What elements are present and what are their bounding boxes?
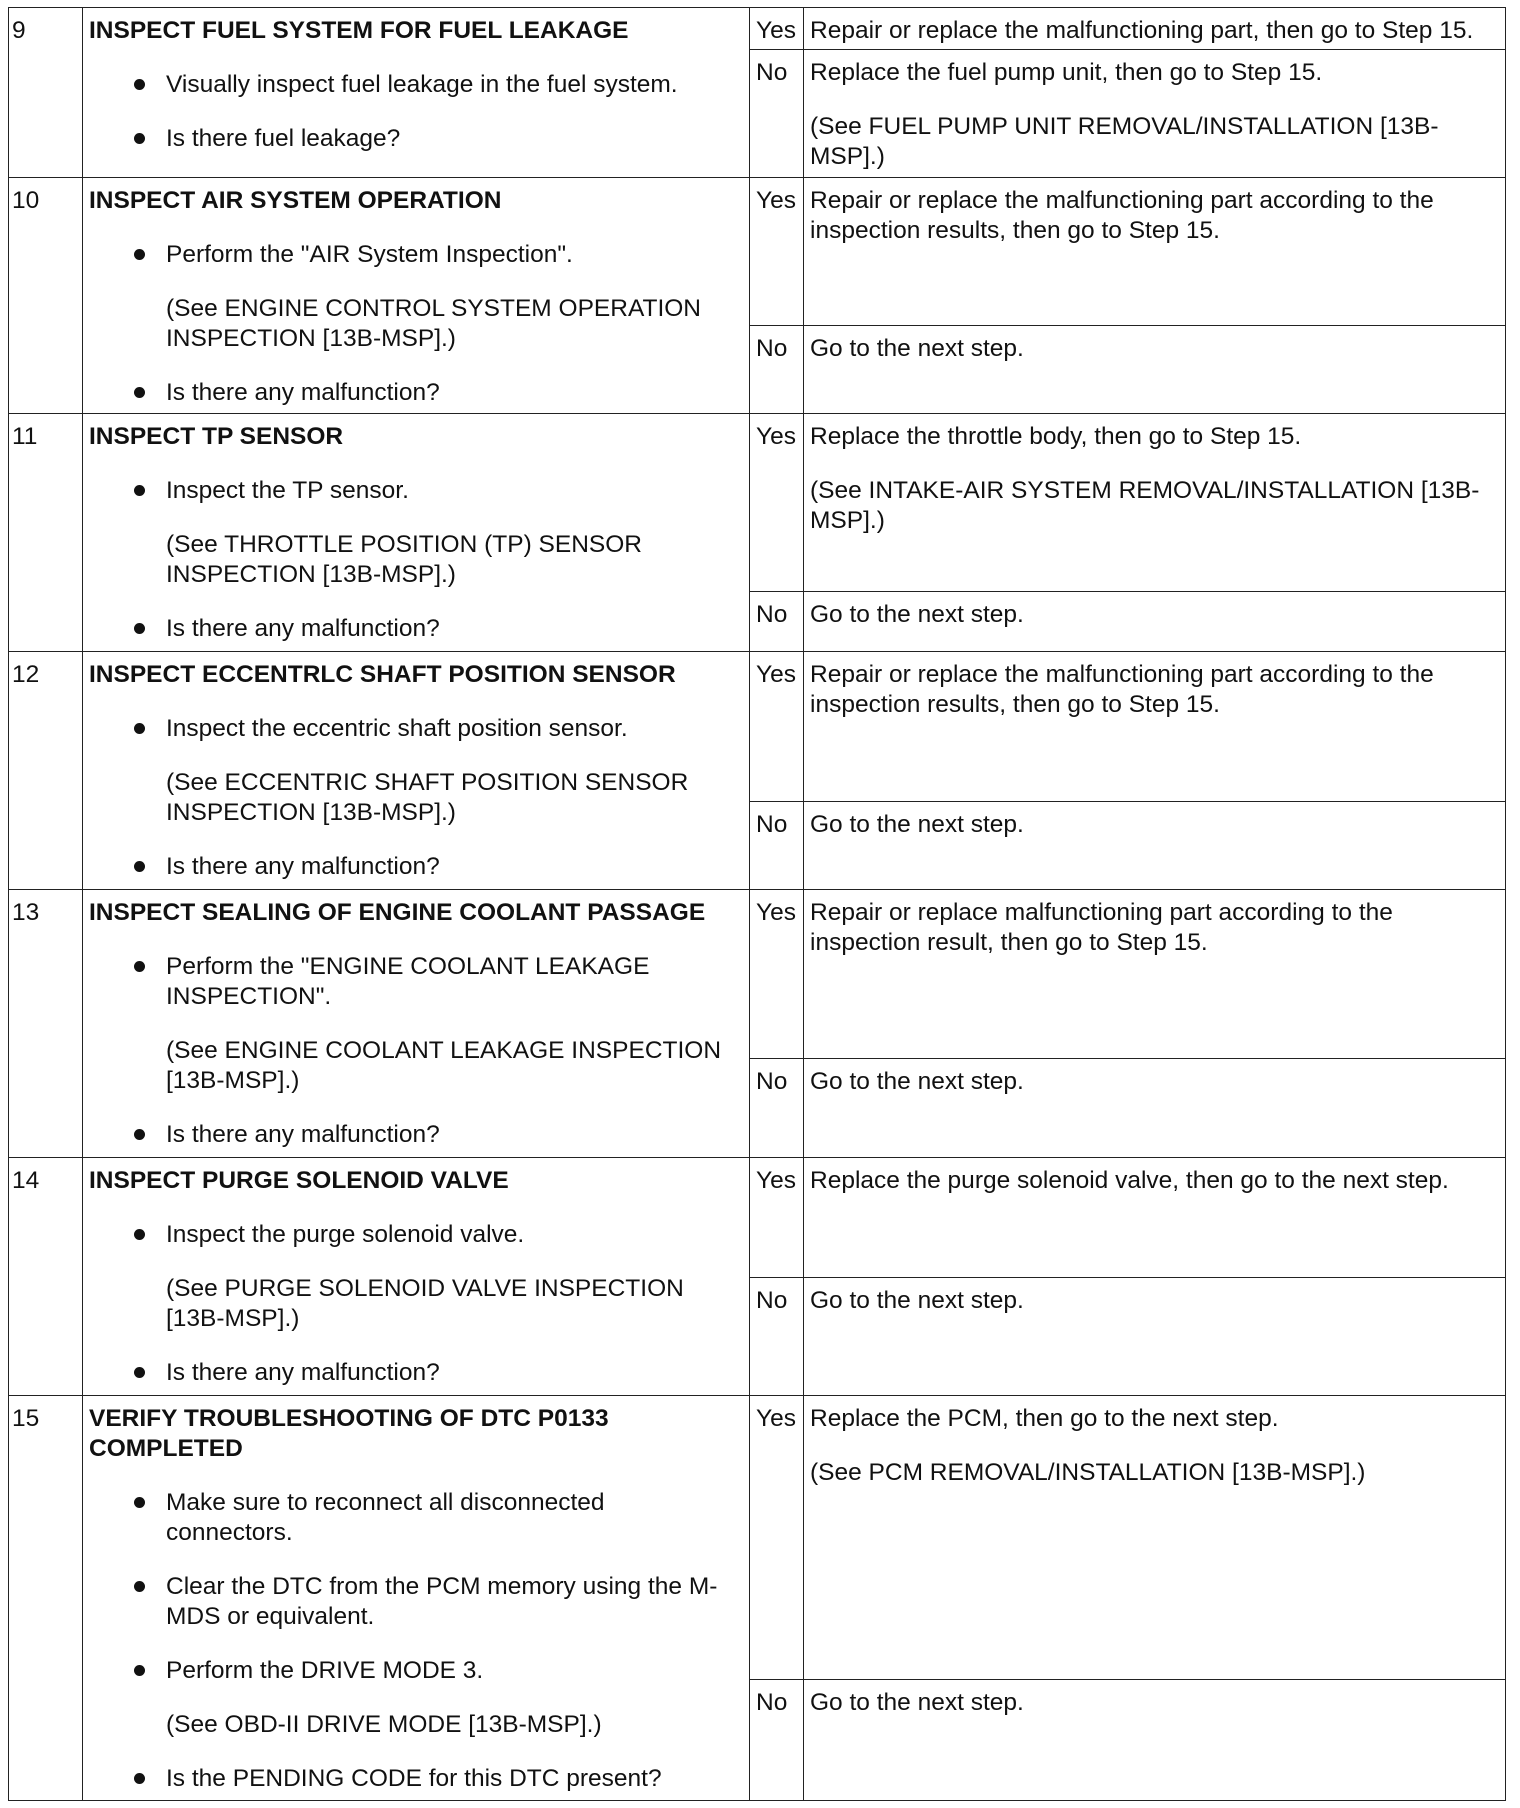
bullet-item: Is there fuel leakage?: [89, 124, 735, 154]
yes-label: Yes: [750, 1396, 804, 1680]
yes-label: Yes: [750, 652, 804, 802]
bullet-item: Visually inspect fuel leakage in the fuel system.: [89, 70, 735, 100]
step-title: INSPECT AIR SYSTEM OPERATION: [89, 187, 502, 214]
step-description: [83, 8, 750, 178]
no-label: No: [750, 326, 804, 414]
step-description: [83, 414, 750, 652]
bullet-item: Perform the DRIVE MODE 3.: [89, 1656, 735, 1686]
yes-label: Yes: [750, 890, 804, 1059]
step-number: 9: [9, 8, 83, 178]
yes-action: [804, 1396, 1506, 1680]
step-title: INSPECT SEALING OF ENGINE COOLANT PASSAGE: [89, 899, 706, 926]
troubleshooting-table: [8, 7, 1506, 1801]
no-action: Go to the next step.: [804, 1680, 1506, 1801]
bullet-item: Perform the "AIR System Inspection".: [89, 240, 735, 270]
step-number: 10: [9, 178, 83, 414]
no-action: [804, 50, 1506, 178]
step-10-yes-row: [9, 178, 1506, 326]
yes-label: Yes: [750, 414, 804, 592]
bullet-item: Is there any malfunction?: [89, 1120, 735, 1150]
see-reference: (See OBD-II DRIVE MODE [13B-MSP].): [166, 1711, 602, 1738]
step-number: 11: [9, 414, 83, 652]
step-description: [83, 652, 750, 890]
yes-action-text: Replace the throttle body, then go to Step 15.: [810, 423, 1302, 450]
no-action: Go to the next step.: [804, 326, 1506, 414]
no-action-text: Replace the fuel pump unit, then go to Step 15.: [810, 59, 1323, 86]
no-action: Go to the next step.: [804, 592, 1506, 652]
yes-action: Repair or replace the malfunctioning part, then go to Step 15.: [804, 8, 1506, 50]
yes-action: Repair or replace the malfunctioning part according to the inspection results, then go to Step 15.: [804, 178, 1506, 326]
step-number: 12: [9, 652, 83, 890]
see-reference: (See THROTTLE POSITION (TP) SENSOR INSPECTION [13B-MSP].): [166, 531, 643, 588]
bullet-item: Is there any malfunction?: [89, 1358, 735, 1388]
step-13-yes-row: [9, 890, 1506, 1059]
no-label: No: [750, 50, 804, 178]
yes-action-text: Replace the PCM, then go to the next step.: [810, 1405, 1279, 1432]
bullet-item: Perform the "ENGINE COOLANT LEAKAGE INSPECTION".: [89, 952, 735, 1012]
no-label: No: [750, 1278, 804, 1396]
step-description: [83, 1158, 750, 1396]
no-label: No: [750, 592, 804, 652]
bullet-item: Is the PENDING CODE for this DTC present?: [89, 1764, 735, 1794]
no-action: Go to the next step.: [804, 802, 1506, 890]
yes-label: Yes: [750, 8, 804, 50]
bullet-item: Is there any malfunction?: [89, 614, 735, 644]
see-reference: (See PCM REMOVAL/INSTALLATION [13B-MSP].): [810, 1459, 1366, 1486]
bullet-item: Inspect the purge solenoid valve.: [89, 1220, 735, 1250]
yes-action: Replace the purge solenoid valve, then go to the next step.: [804, 1158, 1506, 1278]
step-number: 15: [9, 1396, 83, 1801]
bullet-item: Make sure to reconnect all disconnected connectors.: [89, 1488, 735, 1548]
step-title: INSPECT PURGE SOLENOID VALVE: [89, 1167, 509, 1194]
bullet-item: Inspect the TP sensor.: [89, 476, 735, 506]
see-reference: (See ENGINE CONTROL SYSTEM OPERATION INSPECTION [13B-MSP].): [166, 295, 702, 352]
bullet-item: Clear the DTC from the PCM memory using the M-MDS or equivalent.: [89, 1572, 735, 1632]
see-reference: (See ECCENTRIC SHAFT POSITION SENSOR INSPECTION [13B-MSP].): [166, 769, 689, 826]
step-number: 13: [9, 890, 83, 1158]
no-label: No: [750, 1680, 804, 1801]
step-title: INSPECT TP SENSOR: [89, 423, 344, 450]
yes-action: Repair or replace the malfunctioning part according to the inspection results, then go to Step 15.: [804, 652, 1506, 802]
step-title: INSPECT FUEL SYSTEM FOR FUEL LEAKAGE: [89, 17, 629, 44]
step-14-yes-row: [9, 1158, 1506, 1278]
see-reference: (See ENGINE COOLANT LEAKAGE INSPECTION [13B-MSP].): [166, 1037, 722, 1094]
no-action: Go to the next step.: [804, 1278, 1506, 1396]
yes-action: [804, 414, 1506, 592]
yes-label: Yes: [750, 178, 804, 326]
see-reference: (See FUEL PUMP UNIT REMOVAL/INSTALLATION [13B-MSP].): [810, 113, 1439, 170]
yes-label: Yes: [750, 1158, 804, 1278]
yes-action: Repair or replace malfunctioning part according to the inspection result, then go to Step 15.: [804, 890, 1506, 1059]
see-reference: (See INTAKE-AIR SYSTEM REMOVAL/INSTALLATION [13B-MSP].): [810, 477, 1480, 534]
step-9-yes-row: [9, 8, 1506, 50]
step-11-yes-row: [9, 414, 1506, 592]
step-title: VERIFY TROUBLESHOOTING OF DTC P0133 COMPLETED: [89, 1405, 609, 1462]
step-description: [83, 890, 750, 1158]
see-reference: (See PURGE SOLENOID VALVE INSPECTION [13B-MSP].): [166, 1275, 684, 1332]
step-description: [83, 178, 750, 414]
step-title: INSPECT ECCENTRLC SHAFT POSITION SENSOR: [89, 661, 676, 688]
step-number: 14: [9, 1158, 83, 1396]
bullet-item: Is there any malfunction?: [89, 852, 735, 882]
no-label: No: [750, 1059, 804, 1158]
step-12-yes-row: [9, 652, 1506, 802]
no-action: Go to the next step.: [804, 1059, 1506, 1158]
bullet-item: Is there any malfunction?: [89, 378, 735, 408]
no-label: No: [750, 802, 804, 890]
bullet-item: Inspect the eccentric shaft position sensor.: [89, 714, 735, 744]
step-description: [83, 1396, 750, 1801]
step-15-yes-row: [9, 1396, 1506, 1680]
